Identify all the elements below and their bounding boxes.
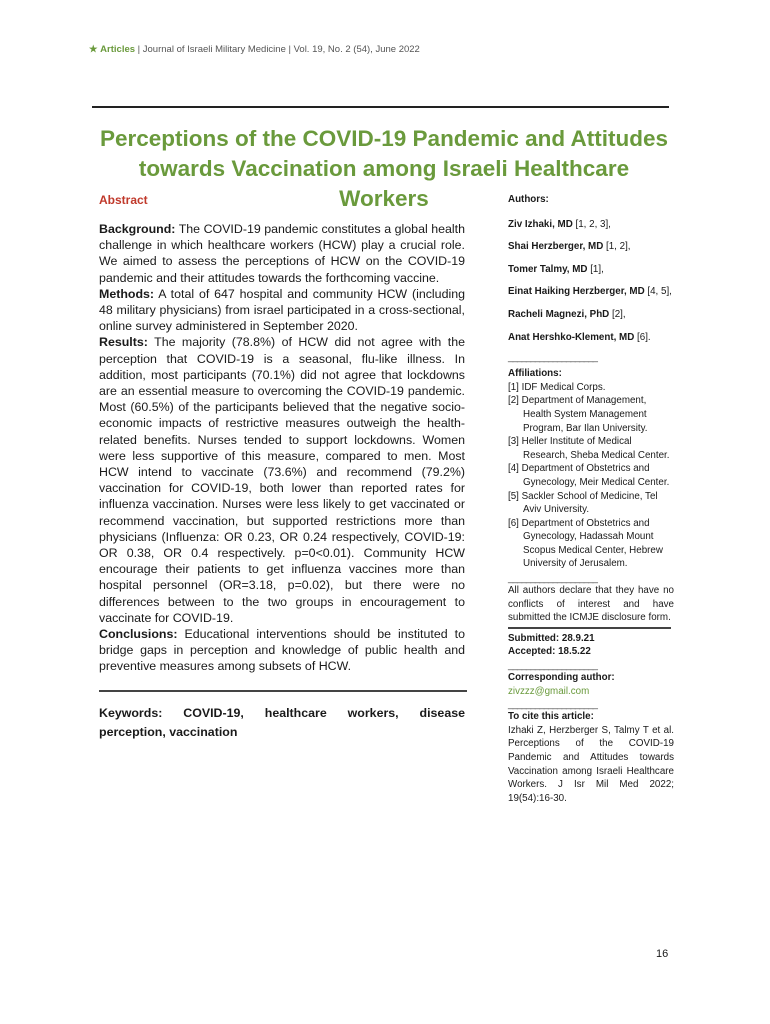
corresponding-email-link[interactable]: zivzzz@gmail.com xyxy=(508,685,590,697)
separator: ____________________ xyxy=(508,660,597,672)
author-item xyxy=(508,285,674,299)
affiliation-item: [6] Department of Obstetrics and Gynecology, Hadassah Mount Scopus Medical Center, Hebrew University of Jerusalem. xyxy=(508,517,663,570)
disclosure: All authors declare that they have no conflicts of interest and have submitted the ICMJE disclosure form. xyxy=(508,585,674,624)
conclusions-text: Educational interventions should be instituted to bridge gaps in perception and knowledge of public health and preventive measures among subsets of HCW. xyxy=(99,627,465,674)
sidebar-rule xyxy=(508,627,671,629)
author-refs: [1, 2, 3], xyxy=(572,218,611,230)
abstract-heading: Abstract xyxy=(99,193,148,207)
affiliations-label: Affiliations: xyxy=(508,368,562,380)
running-head-journal: | Journal of Israeli Military Medicine | Vol. 19, No. 2 (54), June 2022 xyxy=(135,44,420,55)
author-name: Einat Haiking Herzberger, MD xyxy=(508,286,645,298)
affiliation-item: [5] Sackler School of Medicine, Tel Aviv University. xyxy=(508,490,658,516)
author-refs: [2], xyxy=(609,308,626,320)
accepted-date: Accepted: 18.5.22 xyxy=(508,646,591,658)
running-head-section: Articles xyxy=(100,44,136,55)
affiliation-item: [2] Department of Management, Health System Management Program, Bar Ilan University. xyxy=(508,395,648,434)
results-text: The majority (78.8%) of HCW did not agree with the perception that COVID-19 is a seasonal, flu-like illness. In addition, most participants (70.1%) did not agree that lockdowns are an essential measure to overcoming the COVID-19 pandemic. Most (60.5%) of the participants believed that the negative socio-economic impacts of restrictive measures outweigh the health-related benefits. Nurses tended to support lockdowns. Women were less supportive of this measure, compared to men. Most HCW intend to vaccinate (73.6%) and recommend (79.2%) vaccination for COVID-19, both lower than reported rates for influenza vaccination. Nurses were less likely to get vaccinated or recommend vaccination, but supported restrictions more than physicians (Influenza: OR 0.23, OR 0.24 respectively, COVID-19: OR 0.38, OR 0.4 respectively. p=0<0.01). Community HCW encourage their patients to get influenza vaccines more than hospital personnel (OR=3.18, p=0.02), but there were no differences between to the two groups in encouragement to vaccinate for COVID-19. xyxy=(99,335,465,625)
star-icon: ★ xyxy=(89,44,98,55)
separator: ____________________ xyxy=(508,699,597,711)
author-item xyxy=(508,308,674,322)
author-name: Racheli Magnezi, PhD xyxy=(508,308,610,320)
methods-text: A total of 647 hospital and community HCW (including 48 military physicians) from israel participated in a cross-sectional, online survey administered in September 2020. xyxy=(99,286,465,334)
author-item xyxy=(508,263,674,277)
abstract-body xyxy=(99,221,465,675)
corresponding-author-label: Corresponding author: xyxy=(508,672,615,684)
cite-label: To cite this article: xyxy=(508,711,594,723)
affiliation-item: [1] IDF Medical Corps. xyxy=(508,381,606,393)
sidebar xyxy=(508,193,674,805)
cite-text: Izhaki Z, Herzberger S, Talmy T et al. Perceptions of the COVID-19 Pandemic and Attitudes towards Vaccination among Israeli Healthcare Workers. J Isr Mil Med 2022; 19(54):16-30. xyxy=(508,724,674,804)
author-refs: [1], xyxy=(587,263,604,275)
abstract-rule xyxy=(99,690,467,692)
page-number: 16 xyxy=(656,948,669,960)
authors-label: Authors: xyxy=(508,194,549,205)
author-item xyxy=(508,240,674,254)
author-item xyxy=(508,218,674,232)
keywords: Keywords: COVID-19, healthcare workers, disease perception, vaccination xyxy=(99,706,465,739)
background-text: The COVID-19 pandemic constitutes a global health challenge in which healthcare workers (HCW) play a crucial role. We aimed to assess the perceptions of HCW on the COVID-19 pandemic and their attitudes towards the forthcoming vaccine. xyxy=(99,222,465,285)
affiliation-item: [3] Heller Institute of Medical Research, Sheba Medical Center. xyxy=(508,436,670,461)
author-refs: [6]. xyxy=(634,331,651,343)
author-refs: [4, 5], xyxy=(644,286,672,298)
header-rule xyxy=(92,106,669,108)
article-title: Perceptions of the COVID-19 Pandemic and Attitudes towards Vaccination among Israeli Healthcare Workers xyxy=(99,126,668,211)
author-name: Anat Hershko-Klement, MD xyxy=(508,331,635,343)
methods-label: Methods: xyxy=(99,286,155,301)
conclusions-label: Conclusions: xyxy=(99,627,178,642)
author-name: Shai Herzberger, MD xyxy=(508,241,604,253)
submitted-date: Submitted: 28.9.21 xyxy=(508,632,595,644)
background-label: Background: xyxy=(99,222,176,236)
separator: ____________________ xyxy=(508,573,597,585)
results-label: Results: xyxy=(99,335,148,350)
author-name: Ziv Izhaki, MD xyxy=(508,218,573,230)
separator: ____________________ xyxy=(508,352,597,364)
author-name: Tomer Talmy, MD xyxy=(508,263,588,275)
author-refs: [1, 2], xyxy=(603,241,631,253)
author-item xyxy=(508,331,674,345)
running-head xyxy=(89,44,420,55)
affiliation-item: [4] Department of Obstetrics and Gynecology, Meir Medical Center. xyxy=(508,463,670,488)
